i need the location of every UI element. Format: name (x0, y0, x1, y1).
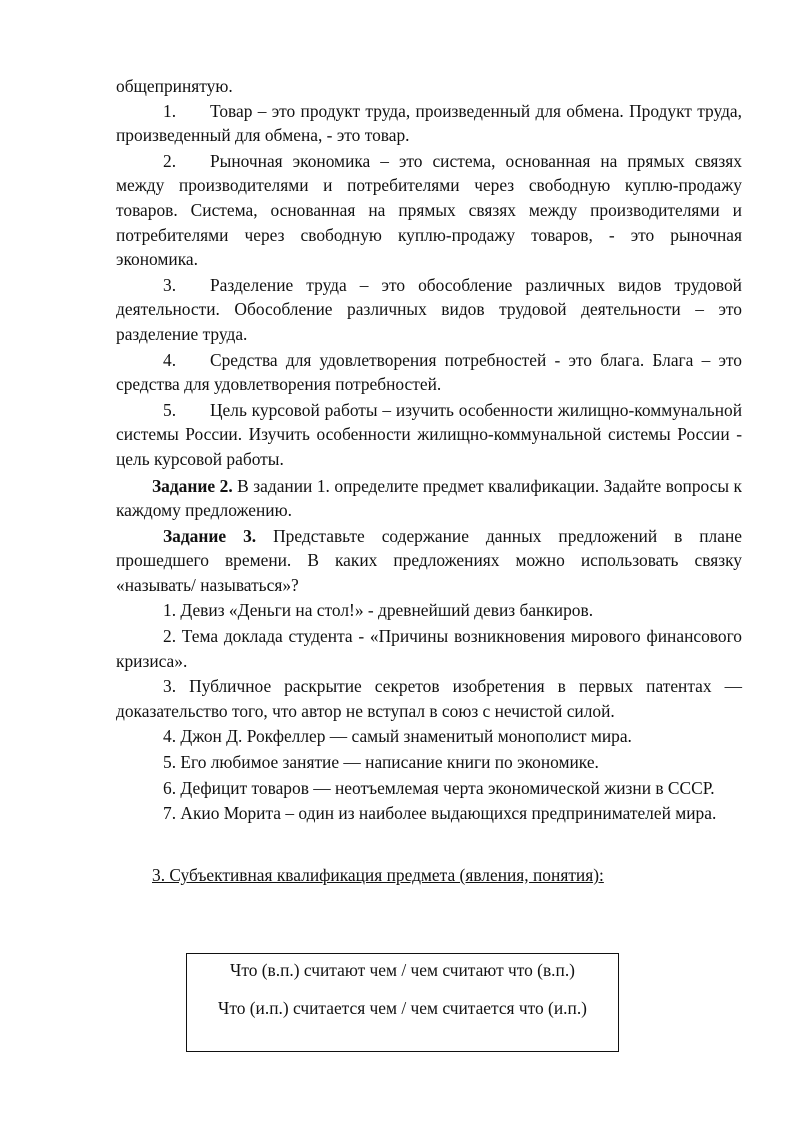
item-text: Товар – это продукт труда, произведенный для обмена. Продукт труда, произведенный для обмена, - это товар. (116, 100, 742, 146)
task-2-label: Задание 2. (152, 475, 233, 496)
sentence-2: 2. Тема доклада студента - «Причины возникновения мирового финансового кризиса». (116, 626, 742, 671)
item-text: Рыночная экономика – это система, основанная на прямых связях между производителями и потребителями через свободную куплю-продажу товаров. Система, основанная на прямых связях между производителями и потребителями через свободную куплю-продажу товаров, - это рыночная экономика. (116, 150, 742, 270)
sentence-5: 5. Его любимое занятие — написание книги по экономике. (163, 752, 599, 773)
document-page (116, 74, 742, 887)
item-text: Цель курсовой работы – изучить особенности жилищно-коммунальной системы России. Изучить особенности жилищно-коммунальной системы России - цель курсовой работы. (116, 399, 742, 469)
formula-line-1: Что (в.п.) считают чем / чем считают что (в.п.) (230, 960, 575, 980)
item-text: Средства для удовлетворения потребностей - это блага. Блага – это средства для удовлетворения потребностей. (116, 349, 742, 395)
item-number: 1. (163, 100, 177, 121)
item-number: 5. (163, 399, 177, 420)
task-3-label: Задание 3. (163, 525, 257, 546)
numbered-item-2 (116, 149, 742, 272)
sentence-3: 3. Публичное раскрытие секретов изобретения в первых патентах — доказательство того, что автор не вступал в союз с нечистой силой. (116, 676, 742, 721)
sentence-1: 1. Девиз «Деньги на стол!» - древнейший девиз банкиров. (163, 600, 594, 621)
numbered-item-1 (116, 99, 742, 148)
item-number: 2. (163, 150, 177, 171)
formula-box (186, 953, 619, 1052)
sentence-4: 4. Джон Д. Рокфеллер — самый знаменитый монополист мира. (163, 726, 632, 747)
intro-word: общепринятую. (116, 76, 233, 96)
sentence-7: 7. Акио Морита – один из наиболее выдающихся предпринимателей мира. (163, 803, 717, 824)
section-heading: 3. Субъективная квалификация предмета (явления, понятия): (152, 864, 604, 885)
task-2-text: В задании 1. определите предмет квалификации. Задайте вопросы к каждому предложению. (116, 475, 742, 521)
numbered-item-4 (116, 348, 742, 397)
item-text: Разделение труда – это обособление различных видов трудовой деятельности. Обособление различных видов трудовой деятельности – это разделение труда. (116, 274, 742, 344)
item-number: 4. (163, 349, 177, 370)
sentence-6: 6. Дефицит товаров — неотъемлемая черта экономической жизни в СССР. (163, 777, 715, 798)
task-3-text: Представьте содержание данных предложений в плане прошедшего времени. В каких предложениях можно использовать связку «называть/ называться»? (116, 525, 742, 595)
task-3-paragraph (116, 524, 742, 598)
numbered-item-3 (116, 273, 742, 347)
item-number: 3. (163, 274, 177, 295)
task-2-paragraph (116, 474, 742, 523)
numbered-item-5 (116, 398, 742, 472)
formula-line-2: Что (и.п.) считается чем / чем считается что (и.п.) (218, 998, 587, 1018)
